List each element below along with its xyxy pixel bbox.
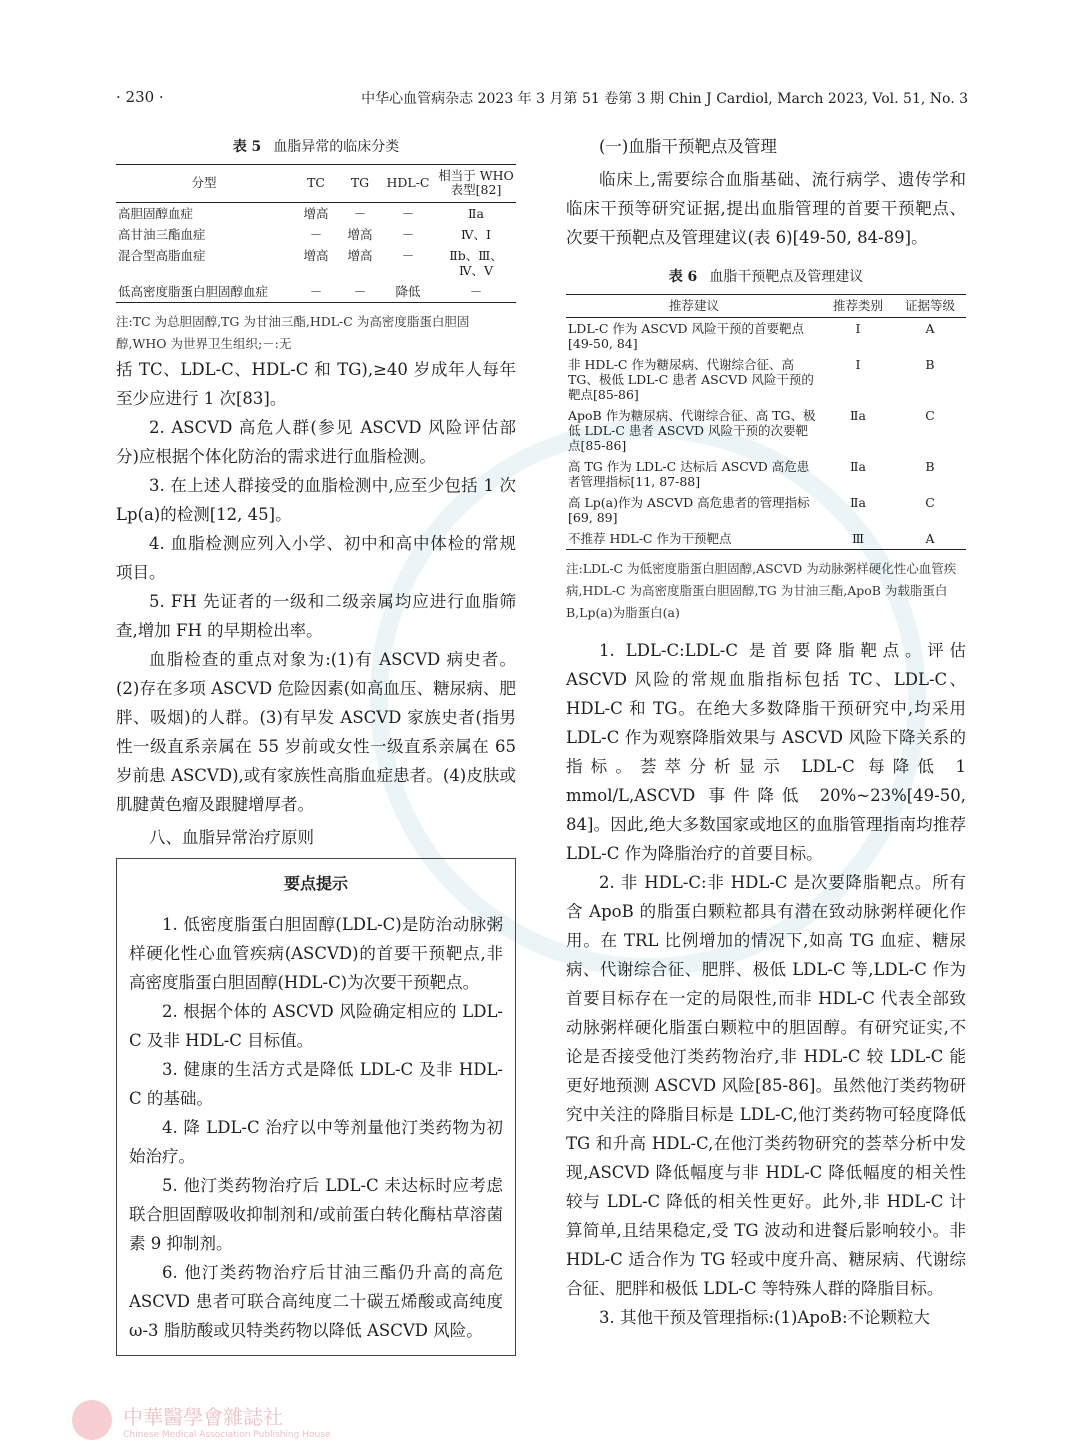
table-cell: 低高密度脂蛋白胆固醇血症 (118, 283, 269, 299)
page-number: · 230 · (116, 88, 164, 106)
table-cell: Ⅱa (850, 408, 866, 424)
flower-logo-icon (72, 1400, 112, 1440)
table-cell: Ⅱb、Ⅲ、Ⅳ、Ⅴ (449, 247, 503, 278)
table-cell: LDL-C 作为 ASCVD 风险干预的首要靶点[49-50, 84] (568, 321, 805, 352)
table-cell: 增高 (303, 205, 329, 221)
table-cell: Ⅱa (468, 205, 484, 221)
journal-header: 中华心血管病杂志 2023 年 3 月第 51 卷第 3 期 Chin J Cardiol, March 2023, Vol. 51, No. 3 (361, 91, 968, 107)
keypoint-item: 2. 根据个体的 ASCVD 风险确定相应的 LDL-C 及非 HDL-C 目标值。 (129, 1001, 503, 1050)
keypoints-title: 要点提示 (283, 873, 348, 893)
table6-note: 注:LDL-C 为低密度脂蛋白胆固醇,ASCVD 为动脉粥样硬化性心血管疾病,HDL-C 为高密度脂蛋白胆固醇,TG 为甘油三酯,ApoB 为载脂蛋白 B,Lp(a)为脂蛋白(a) (566, 561, 957, 621)
left-column (116, 130, 516, 1356)
table-cell: 增高 (303, 247, 329, 263)
paragraph: 3. 在上述人群接受的血脂检测中,应至少包括 1 次 Lp(a)的检测[12, 45]。 (116, 475, 516, 524)
table-cell: Ⅲ (851, 531, 865, 547)
table5-header: 相当于 WHO 表型[82] (438, 168, 514, 198)
table5-header: TG (350, 175, 370, 191)
table5-header: HDL-C (386, 175, 430, 191)
keypoint-item: 6. 他汀类药物治疗后甘油三酯仍升高的高危 ASCVD 患者可联合高纯度二十碳五烯酸或高纯度 ω-3 脂肪酸或贝特类药物以降低 ASCVD 风险。 (129, 1262, 503, 1340)
table6-caption (566, 266, 966, 286)
table-cell: － (469, 283, 483, 299)
keypoint-item: 1. 低密度脂蛋白胆固醇(LDL-C)是防治动脉粥样硬化性心血管疾病(ASCVD)的首要干预靶点,非高密度脂蛋白胆固醇(HDL-C)为次要干预靶点。 (129, 914, 503, 992)
table-row (566, 354, 966, 405)
table-cell: 增高 (347, 247, 373, 263)
table-row (566, 456, 966, 492)
table-cell: 高胆固醇血症 (118, 205, 194, 221)
table5-title: 血脂异常的临床分类 (273, 139, 400, 155)
paragraph: 临床上,需要综合血脂基础、流行病学、遗传学和临床干预等研究证据,提出血脂管理的首要干预靶点、次要干预靶点及管理建议(表 6)[49-50, 84-89]。 (566, 170, 966, 247)
table-cell: 增高 (347, 226, 373, 242)
keypoint-item: 5. 他汀类药物治疗后 LDL-C 未达标时应考虑联合胆固醇吸收抑制剂和/或前蛋白转化酶枯草溶菌素 9 抑制剂。 (129, 1175, 503, 1253)
table-cell: 高 Lp(a)作为 ASCVD 高危患者的管理指标[69, 89] (568, 495, 810, 526)
table-row (116, 245, 516, 281)
table5-note: 注:TC 为总胆固醇,TG 为甘油三酯,HDL-C 为高密度脂蛋白胆固醇,WHO 为世界卫生组织;－:无 (116, 313, 470, 351)
table5-header: 分型 (191, 175, 217, 191)
table5-header-row (116, 165, 516, 203)
table5-label: 表 5 (232, 139, 262, 155)
paragraph: 2. 非 HDL-C:非 HDL-C 是次要降脂靶点。所有含 ApoB 的脂蛋白颗粒都具有潜在致动脉粥样硬化作用。在 TRL 比例增加的情况下,如高 TG 血症、糖尿病、代谢综合征、肥胖、极低 LDL-C 等,LDL-C 作为首要目标存在一定的局限性,而非 HDL-C 代表全部致动脉粥样硬化脂蛋白颗粒中的胆固醇。有研究证实,不论是否接受他汀类药物治疗,非 HDL-C 较 LDL-C 能更好地预测 ASCVD 风险[85-86]。虽然他汀类药物研究中关注的降脂目标是 LDL-C,他汀类药物可轻度降低 TG 和升高 HDL-C,在他汀类药物研究的荟萃分析中发现,ASCVD 降低幅度与非 HDL-C 降低幅度的相关性较与 LDL-C 降低的相关性更好。此外,非 HDL-C 计算简单,且结果稳定,受 TG 波动和进餐后影响较小。非 HDL-C 适合作为 TG 轻或中度升高、糖尿病、代谢综合征、肥胖和极低 LDL-C 等特殊人群的降脂目标。 (566, 873, 966, 1299)
publisher-name: 中華醫學會雜誌社 Chinese Medical Association Publishing House (123, 1404, 331, 1440)
table5-header: TC (307, 175, 325, 191)
table-cell: － (353, 283, 367, 299)
table-cell: ApoB 作为糖尿病、代谢综合征、高 TG、极低 LDL-C 患者 ASCVD 风险干预的次要靶点[85-86] (568, 408, 816, 454)
table-row (566, 405, 966, 456)
table-cell: － (309, 226, 323, 242)
section-heading: (一)血脂干预靶点及管理 (599, 137, 777, 156)
table-cell: － (401, 247, 415, 263)
table-row (116, 224, 516, 245)
table-cell: A (925, 321, 935, 337)
table-row (116, 281, 516, 303)
table-cell: B (925, 357, 935, 373)
table6-header: 推荐类别 (832, 298, 883, 313)
table-cell: Ⅰ (855, 321, 861, 337)
paragraph: 4. 血脂检测应列入小学、初中和高中体检的常规项目。 (116, 533, 516, 582)
table-cell: － (401, 205, 415, 221)
table-cell: A (925, 531, 935, 547)
paragraph: 括 TC、LDL-C、HDL-C 和 TG),≥40 岁成年人每年至少应进行 1 次[83]。 (116, 359, 516, 408)
table6-header-row (566, 295, 966, 318)
section-heading: 八、血脂异常治疗原则 (149, 827, 314, 847)
table6-header: 证据等级 (904, 298, 955, 313)
table-cell: Ⅱa (850, 459, 866, 475)
paragraph: 3. 其他干预及管理指标:(1)ApoB:不论颗粒大 (599, 1308, 931, 1328)
right-column (566, 130, 966, 1332)
table-cell: C (925, 495, 935, 511)
table5 (116, 164, 516, 303)
table-cell: － (309, 283, 323, 299)
paragraph: 血脂检查的重点对象为:(1)有 ASCVD 病史者。(2)存在多项 ASCVD 危险因素(如高血压、糖尿病、肥胖、吸烟)的人群。(3)有早发 ASCVD 家族史者(指男性一级直系亲属在 55 岁前或女性一级直系亲属在 65 岁前患 ASCVD),或有家族性高脂血症患者。(4)皮肤或肌腱黄色瘤及跟腱增厚者。 (116, 649, 516, 814)
paragraph: 5. FH 先证者的一级和二级亲属均应进行血脂筛查,增加 FH 的早期检出率。 (116, 591, 516, 640)
table6-header: 推荐建议 (668, 298, 719, 313)
table-cell: Ⅰ (855, 357, 861, 373)
keypoint-item: 3. 健康的生活方式是降低 LDL-C 及非 HDL-C 的基础。 (129, 1059, 503, 1108)
table-cell: Ⅱa (850, 495, 866, 511)
keypoints-box (116, 858, 516, 1356)
table-cell: B (925, 459, 935, 475)
table-cell: 混合型高脂血症 (118, 247, 206, 263)
keypoint-item: 4. 降 LDL-C 治疗以中等剂量他汀类药物为初始治疗。 (129, 1117, 503, 1166)
table-row (116, 202, 516, 224)
table6-label: 表 6 (668, 269, 698, 285)
table-cell: 非 HDL-C 作为糖尿病、代谢综合征、高 TG、极低 LDL-C 患者 ASCVD 风险干预的靶点[85-86] (568, 357, 814, 403)
publisher-logo (72, 1400, 330, 1440)
table-row (566, 528, 966, 550)
table-cell: 不推荐 HDL-C 作为干预靶点 (568, 531, 732, 547)
table-cell: － (401, 226, 415, 242)
table-cell: Ⅳ、Ⅰ (461, 226, 491, 242)
table6 (566, 294, 966, 550)
table-row (566, 492, 966, 528)
table-cell: 高甘油三酯血症 (118, 226, 206, 242)
table5-caption (116, 136, 516, 156)
table-cell: C (925, 408, 935, 424)
table-cell: 高 TG 作为 LDL-C 达标后 ASCVD 高危患者管理指标[11, 87-88] (568, 459, 810, 490)
table6-title: 血脂干预靶点及管理建议 (709, 269, 864, 285)
paragraph: 2. ASCVD 高危人群(参见 ASCVD 风险评估部分)应根据个体化防治的需求进行血脂检测。 (116, 417, 516, 466)
paragraph: 1. LDL-C:LDL-C 是首要降脂靶点。评估 ASCVD 风险的常规血脂指标包括 TC、LDL-C、HDL-C 和 TG。在绝大多数降脂干预研究中,均采用 LDL-C 作为观察降脂效果与 ASCVD 风险下降关系的指标。荟萃分析显示 LDL-C 每降低 1 mmol/L,ASCVD 事件降低 20%~23%[49-50, 84]。因此,绝大多数国家或地区的血脂管理指南均推荐 LDL-C 作为降脂治疗的首要目标。 (566, 641, 966, 864)
table-row (566, 318, 966, 355)
table-cell: 降低 (395, 283, 421, 299)
table-cell: － (353, 205, 367, 221)
